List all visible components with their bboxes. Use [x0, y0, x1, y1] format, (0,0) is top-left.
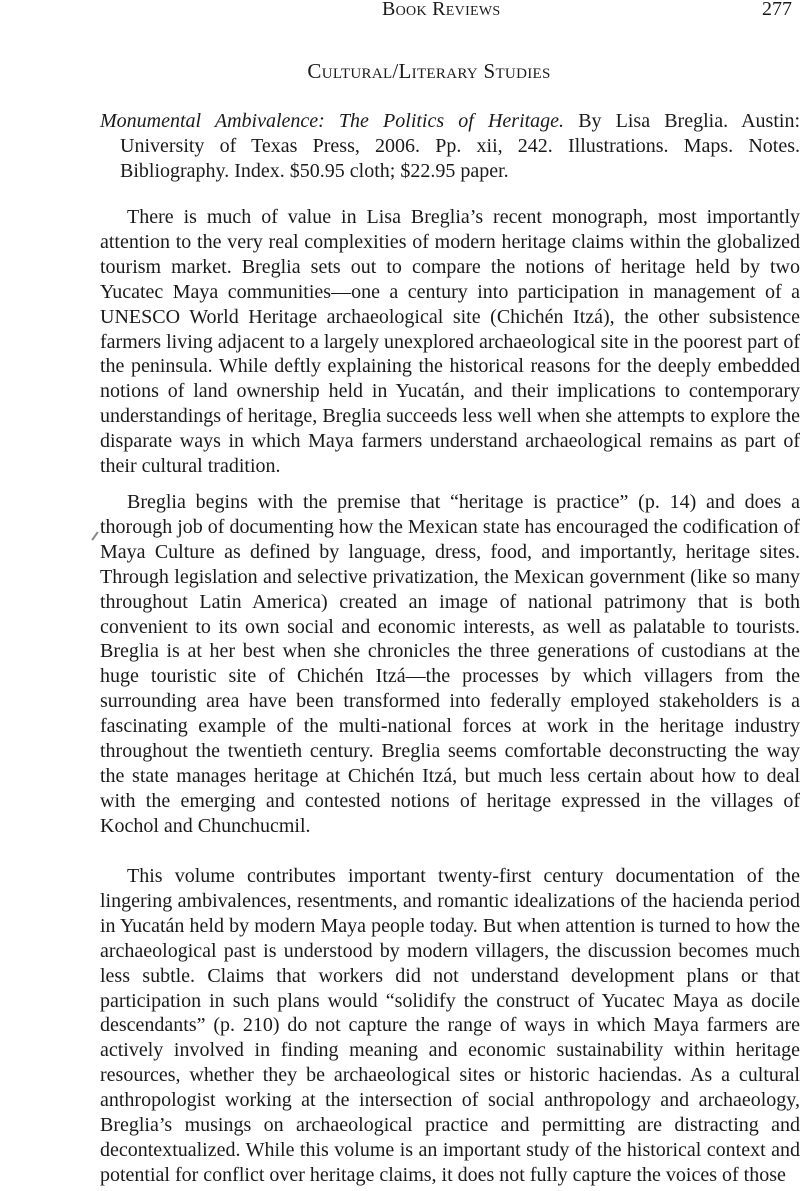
review-paragraph: Breglia begins with the premise that “heritage is practice” (p. 14) and does a thorough job of documenting how the Mexican state has encouraged the codification of Maya Culture as defined by language, dress, food, and importantly, heritage sites. Through legislation and selective privatization, the Mexican government (like so many throughout Latin America) created an image of national patrimony that is both convenient to its own social and economic interests, as well as palatable to tourists. Breglia is at her best when she chronicles the three generations of custodians at the huge touristic site of Chichén Itzá—the processes by which villagers from the surrounding area have been transformed into federally employed stakeholders is a fascinating example of the multi-national forces at work in the heritage industry throughout the twentieth century. Breglia seems comfortable deconstructing the way the state manages heritage at Chichén Itzá, but much less certain about how to deal with the emerging and contested notions of heritage expressed in the villages of Kochol and Chunchucmil.: [100, 491, 800, 837]
book-citation: [100, 109, 800, 184]
section-title: Cultural/Literary Studies: [307, 59, 551, 83]
running-header-section: Book Reviews: [382, 0, 501, 20]
page-number: 277: [762, 0, 792, 20]
publication-info: By Lisa Breglia. Austin: University of Texas Press, 2006. Pp. xii, 242. Illustrations. Maps. Notes. Bibliography. Index. $50.95 cloth; $22.95 paper.: [120, 110, 800, 182]
book-title: Monumental Ambivalence: The Politics of Heritage.: [100, 110, 565, 132]
margin-mark: [91, 531, 98, 540]
review-paragraph: There is much of value in Lisa Breglia’s recent monograph, most importantly attention to the very real complexities of modern heritage claims within the globalized tourism market. Breglia sets out to compare the notions of heritage held by two Yucatec Maya communities—one a century into participation in management of a UNESCO World Heritage archaeological site (Chichén Itzá), the other subsistence farmers living adjacent to a largely unexplored archaeological site in the poorest part of the peninsula. While deftly explaining the historical reasons for the deeply embedded notions of land ownership held in Yucatán, and their implications to contemporary understandings of heritage, Breglia succeeds less well when she attempts to explore the disparate ways in which Maya farmers understand archaeological remains as part of their cultural tradition.: [100, 206, 800, 478]
review-paragraph: This volume contributes important twenty-first century documentation of the lingering ambivalences, resentments, and romantic idealizations of the hacienda period in Yucatán held by modern Maya people today. But when attention is turned to how the archaeological past is understood by modern villagers, the discussion becomes much less subtle. Claims that workers did not understand development plans or that participation in such plans would “solidify the construct of Yucatec Maya as docile descendants” (p. 210) do not capture the range of ways in which Maya farmers are actively involved in finding meaning and economic sustainability within heritage resources, whether they be archaeological sites or historic haciendas. As a cultural anthropologist working at the intersection of social anthropology and archaeology, Breglia’s musings on archaeological practice and permitting are distracting and decontextualized. While this volume is an important study of the historical context and potential for conflict over heritage claims, it does not fully capture the voices of those: [100, 865, 800, 1186]
running-header: [0, 0, 800, 23]
